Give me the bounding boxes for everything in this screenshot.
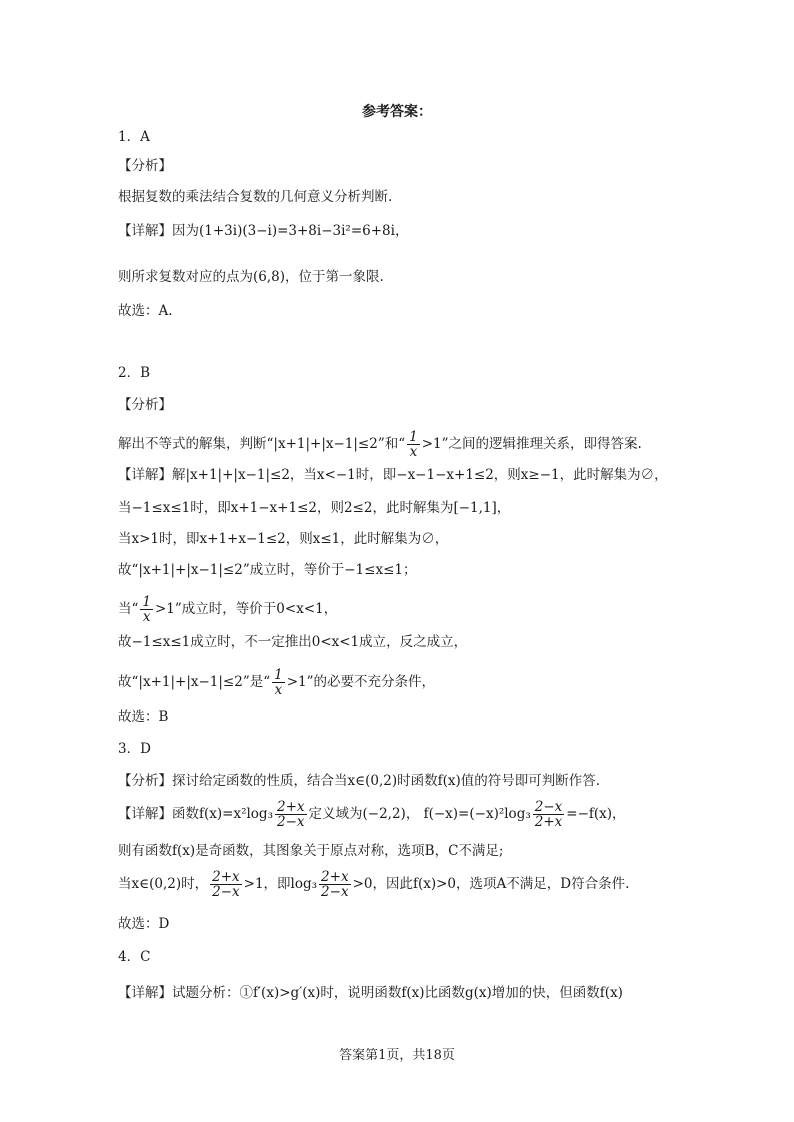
- fraction: $\frac{1}{x}$: [409, 429, 418, 460]
- page-title: 参考答案：: [362, 104, 432, 120]
- fraction: $\frac{1}{x}$: [274, 667, 283, 698]
- q2-detail-line: 故“|x+1|+|x−1|≤2”是“ $\frac{1}{x}$ >1”的必要不充分条件，: [118, 667, 436, 698]
- q2-analysis-tag: 【分析】: [118, 397, 172, 413]
- q3-choice: 故选：D: [118, 916, 170, 932]
- q2-answer: 2．B: [118, 365, 151, 381]
- q4-detail-line: 【详解】试题分析：①f′(x)>g′(x)时，说明函数f(x)比函数g(x)增加的快，但函数f(x): [118, 985, 623, 1001]
- q1-detail-line: 【详解】因为(1+3i)(3−i)=3+8i−3i²=6+8i，: [118, 223, 409, 239]
- q2-analysis-text: 解出不等式的解集，判断“|x+1|+|x−1|≤2”和“ $\frac{1}{x}$ >1”之间的逻辑推理关系，即得答案.: [118, 429, 642, 460]
- q2-detail-line: 故−1≤x≤1成立时，不一定推出0<x<1成立，反之成立，: [118, 634, 468, 650]
- q3-detail-line: 【详解】函数f(x)=x²log₃ $\frac{2+x}{2-x}$ 定义域为(−2,2)， f(−x)=(−x)²log₃ $\frac{2-x}{2+x}$ =−f(x)，: [118, 799, 626, 830]
- q3-answer: 3．D: [118, 741, 151, 757]
- q4-answer: 4．C: [118, 949, 151, 965]
- q3-detail-line: 则有函数f(x)是奇函数，其图象关于原点对称，选项B，C不满足;: [118, 843, 504, 859]
- q1-choice: 故选：A.: [118, 303, 173, 319]
- q2-detail-line: 故“|x+1|+|x−1|≤2”成立时，等价于−1≤x≤1；: [118, 562, 417, 578]
- fraction: $\frac{2+x}{2-x}$: [276, 799, 305, 830]
- fraction: $\frac{1}{x}$: [142, 594, 151, 625]
- page-footer: 答案第1页，共18页: [339, 1048, 455, 1063]
- q3-analysis-text: 【分析】探讨给定函数的性质，结合当x∈(0,2)时函数f(x)值的符号即可判断作答.: [118, 773, 601, 789]
- q2-detail-line: 当x>1时，即x+1+x−1≤2，则x≤1，此时解集为∅，: [118, 531, 449, 547]
- fraction: $\frac{2+x}{2-x}$: [321, 869, 349, 900]
- q1-analysis-text: 根据复数的乘法结合复数的几何意义分析判断.: [118, 189, 393, 205]
- fraction: $\frac{2+x}{2-x}$: [212, 869, 240, 900]
- q2-detail-line: 【详解】解|x+1|+|x−1|≤2，当x<−1时，即−x−1−x+1≤2，则x≥−1，此时解集为∅，: [118, 467, 668, 483]
- q2-detail-line: 当−1≤x≤1时，即x+1−x+1≤2，则2≤2，此时解集为[−1,1]，: [118, 500, 511, 516]
- q3-detail-line: 当x∈(0,2)时， $\frac{2+x}{2-x}$ >1，即log₃ $\frac{2+x}{2-x}$ >0，因此f(x)>0，选项A不满足，D符合条件.: [118, 869, 630, 900]
- fraction: $\frac{2-x}{2+x}$: [534, 799, 563, 830]
- q2-choice: 故选：B: [118, 709, 169, 725]
- q1-analysis-tag: 【分析】: [118, 158, 172, 174]
- q2-detail-line: 当“ $\frac{1}{x}$ >1”成立时，等价于0<x<1，: [118, 594, 338, 625]
- q1-answer: 1．A: [118, 129, 150, 145]
- q1-detail-line: 则所求复数对应的点为(6,8)，位于第一象限.: [118, 269, 384, 285]
